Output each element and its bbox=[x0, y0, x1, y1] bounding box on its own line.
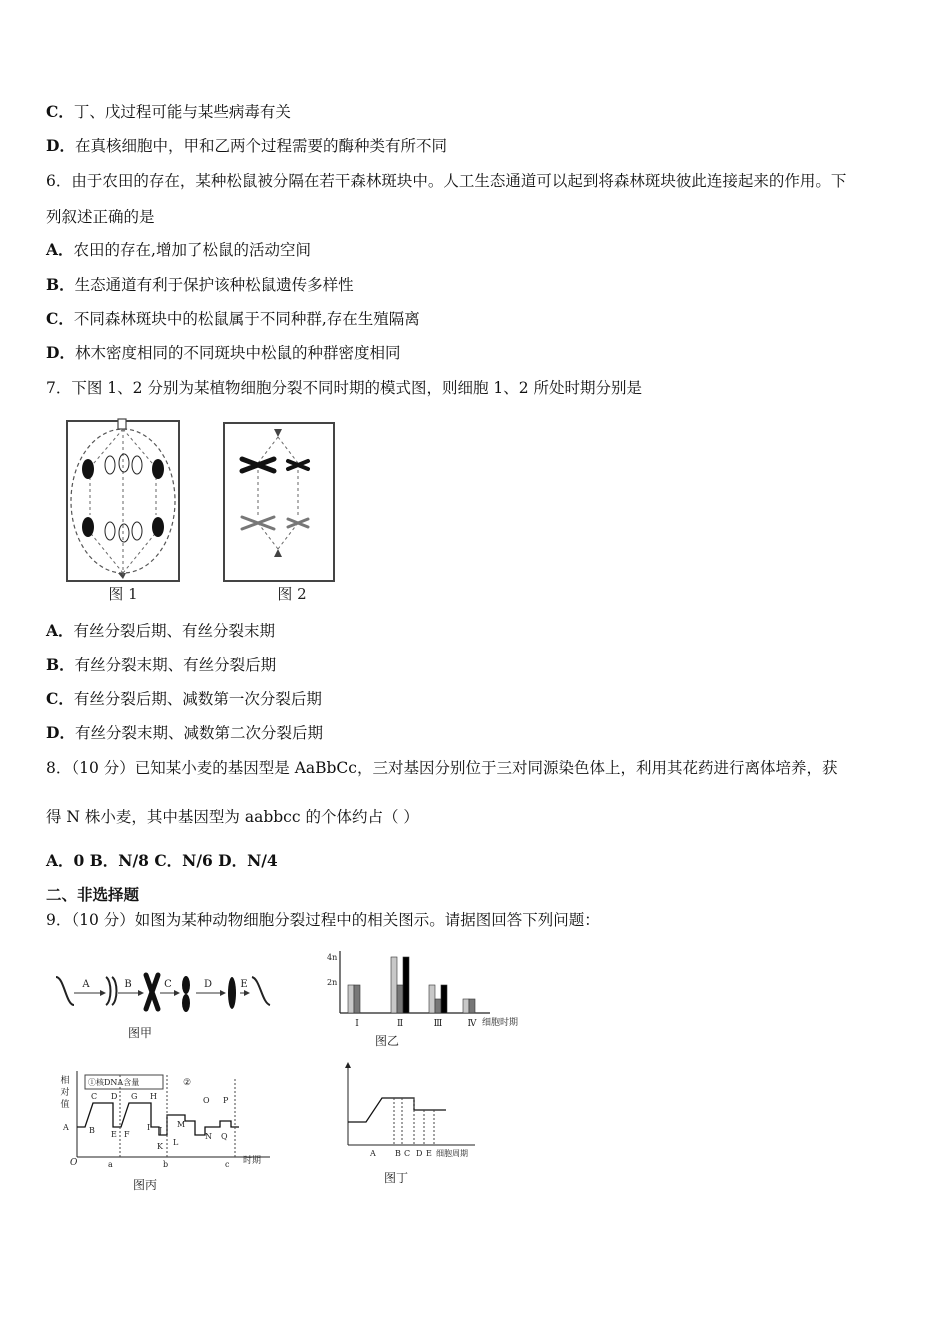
bar-1-series-2 bbox=[354, 985, 360, 1013]
point-b: B bbox=[89, 1126, 95, 1135]
section2-label: ② bbox=[183, 1078, 192, 1088]
origin-label: O bbox=[70, 1158, 78, 1168]
point-c: C bbox=[91, 1092, 98, 1101]
figure-1-caption: 图 1 bbox=[108, 585, 138, 603]
x-tick-a: a bbox=[108, 1160, 113, 1169]
bar-2-series-2 bbox=[397, 985, 403, 1013]
point-f: F bbox=[124, 1130, 130, 1139]
bar-4-series-1 bbox=[463, 999, 469, 1013]
figure-yi-chart bbox=[305, 945, 535, 1050]
y-label-char-2: 对 bbox=[60, 1088, 70, 1098]
q5-option-d: D．在真核细胞中，甲和乙两个过程需要的酶种类有所不同 bbox=[46, 136, 447, 155]
point-q: Q bbox=[221, 1132, 228, 1141]
figure-jia-caption: 图甲 bbox=[127, 1026, 153, 1040]
q8-stem-line2: 得 N 株小麦，其中基因型为 aabbcc 的个体约占（ ） bbox=[46, 808, 419, 826]
q7-stem: 7．下图 1、2 分别为某植物细胞分裂不同时期的模式图，则细胞 1、2 所处时期分别是 bbox=[46, 379, 643, 397]
point-g: G bbox=[131, 1092, 138, 1101]
point-a: A bbox=[63, 1123, 69, 1132]
figure-ding-caption: 图丁 bbox=[383, 1171, 409, 1185]
figure-ding bbox=[340, 1060, 490, 1190]
figure-1-cell bbox=[67, 419, 179, 581]
q5-option-c: C．丁、戊过程可能与某些病毒有关 bbox=[46, 102, 291, 121]
x-tick-4: Ⅳ bbox=[467, 1019, 477, 1029]
figure-bing bbox=[55, 1065, 290, 1195]
section-heading: 二、非选择题 bbox=[46, 885, 140, 904]
q7-option-a: A．有丝分裂后期、有丝分裂末期 bbox=[46, 621, 276, 640]
figure-2-cell bbox=[224, 423, 334, 581]
figure-bing-caption: 图丙 bbox=[132, 1178, 158, 1192]
q7-cell-figures bbox=[60, 415, 350, 605]
x-axis-label: 细胞时期 bbox=[482, 1018, 519, 1028]
point-h: H bbox=[150, 1092, 157, 1101]
figure-jia bbox=[50, 965, 280, 1045]
point-m: M bbox=[177, 1120, 186, 1129]
x-tick-2: Ⅱ bbox=[396, 1019, 404, 1029]
x-tick-a: A bbox=[370, 1149, 376, 1158]
stage-a-label: A bbox=[82, 979, 90, 990]
y-tick-2n: 2n bbox=[327, 978, 338, 987]
x-tick-e: E bbox=[426, 1149, 432, 1158]
x-tick-b: B bbox=[395, 1149, 401, 1158]
y-tick-4n: 4n bbox=[327, 953, 338, 962]
stage-e-label: E bbox=[240, 979, 248, 990]
point-e: E bbox=[111, 1130, 117, 1139]
q6-option-c: C．不同森林斑块中的松鼠属于不同种群,存在生殖隔离 bbox=[46, 309, 420, 328]
bar-3-series-2 bbox=[435, 999, 441, 1013]
q8-stem-line1: 8．（10 分）已知某小麦的基因型是 AaBbCc，三对基因分别位于三对同源染色体上，利用其花药进行离体培养，获 bbox=[46, 759, 838, 777]
point-k: K bbox=[157, 1142, 163, 1151]
point-p: P bbox=[223, 1096, 229, 1105]
y-label-char-3: 值 bbox=[60, 1100, 70, 1110]
q6-option-a: A．农田的存在,增加了松鼠的活动空间 bbox=[46, 240, 311, 259]
bar-2-series-3 bbox=[403, 957, 409, 1013]
bar-4-series-2 bbox=[469, 999, 475, 1013]
point-d: D bbox=[111, 1092, 118, 1101]
point-j: J bbox=[159, 1126, 163, 1135]
q6-stem-line1: 6．由于农田的存在，某种松鼠被分隔在若干森林斑块中。人工生态通道可以起到将森林斑块彼此连接起来的作用。下 bbox=[46, 172, 847, 190]
stage-b-label: B bbox=[124, 979, 132, 990]
q7-option-c: C．有丝分裂后期、减数第一次分裂后期 bbox=[46, 689, 322, 708]
bar-3-series-3 bbox=[441, 985, 447, 1013]
q9-stem: 9．（10 分）如图为某种动物细胞分裂过程中的相关图示。请据图回答下列问题： bbox=[46, 911, 600, 929]
x-axis-label: 细胞周期 bbox=[436, 1149, 468, 1158]
x-tick-c: C bbox=[404, 1149, 411, 1158]
point-o: O bbox=[203, 1096, 210, 1105]
q8-options: A．0 B．N/8 C．N/6 D．N/4 bbox=[46, 851, 278, 870]
point-l: L bbox=[173, 1138, 179, 1147]
bar-1-series-1 bbox=[348, 985, 354, 1013]
point-i: I bbox=[147, 1123, 151, 1132]
bar-2-series-1 bbox=[391, 957, 397, 1013]
y-label-char-1: 相 bbox=[60, 1076, 70, 1086]
figure-2-caption: 图 2 bbox=[277, 585, 307, 603]
bar-3-series-1 bbox=[429, 985, 435, 1013]
stage-d-label: D bbox=[203, 979, 213, 990]
figure-yi-caption: 图乙 bbox=[374, 1034, 400, 1048]
section1-label: ①核DNA含量 bbox=[88, 1078, 140, 1087]
stage-c-label: C bbox=[164, 979, 172, 990]
x-axis-label: 时期 bbox=[243, 1156, 262, 1166]
x-tick-3: Ⅲ bbox=[433, 1019, 443, 1029]
q7-option-d: D．有丝分裂末期、减数第二次分裂后期 bbox=[46, 723, 323, 742]
x-tick-c: c bbox=[225, 1160, 230, 1169]
q6-option-b: B．生态通道有利于保护该种松鼠遗传多样性 bbox=[46, 275, 354, 294]
q6-stem-line2: 列叙述正确的是 bbox=[46, 208, 155, 226]
q7-option-b: B．有丝分裂末期、有丝分裂后期 bbox=[46, 655, 277, 674]
q6-option-d: D．林木密度相同的不同斑块中松鼠的种群密度相同 bbox=[46, 343, 401, 362]
ding-curve bbox=[348, 1098, 446, 1122]
x-tick-d: D bbox=[416, 1149, 423, 1158]
dna-curve bbox=[77, 1103, 239, 1135]
point-n: N bbox=[205, 1132, 212, 1141]
x-tick-1: Ⅰ bbox=[355, 1019, 359, 1029]
x-tick-b: b bbox=[163, 1160, 169, 1169]
